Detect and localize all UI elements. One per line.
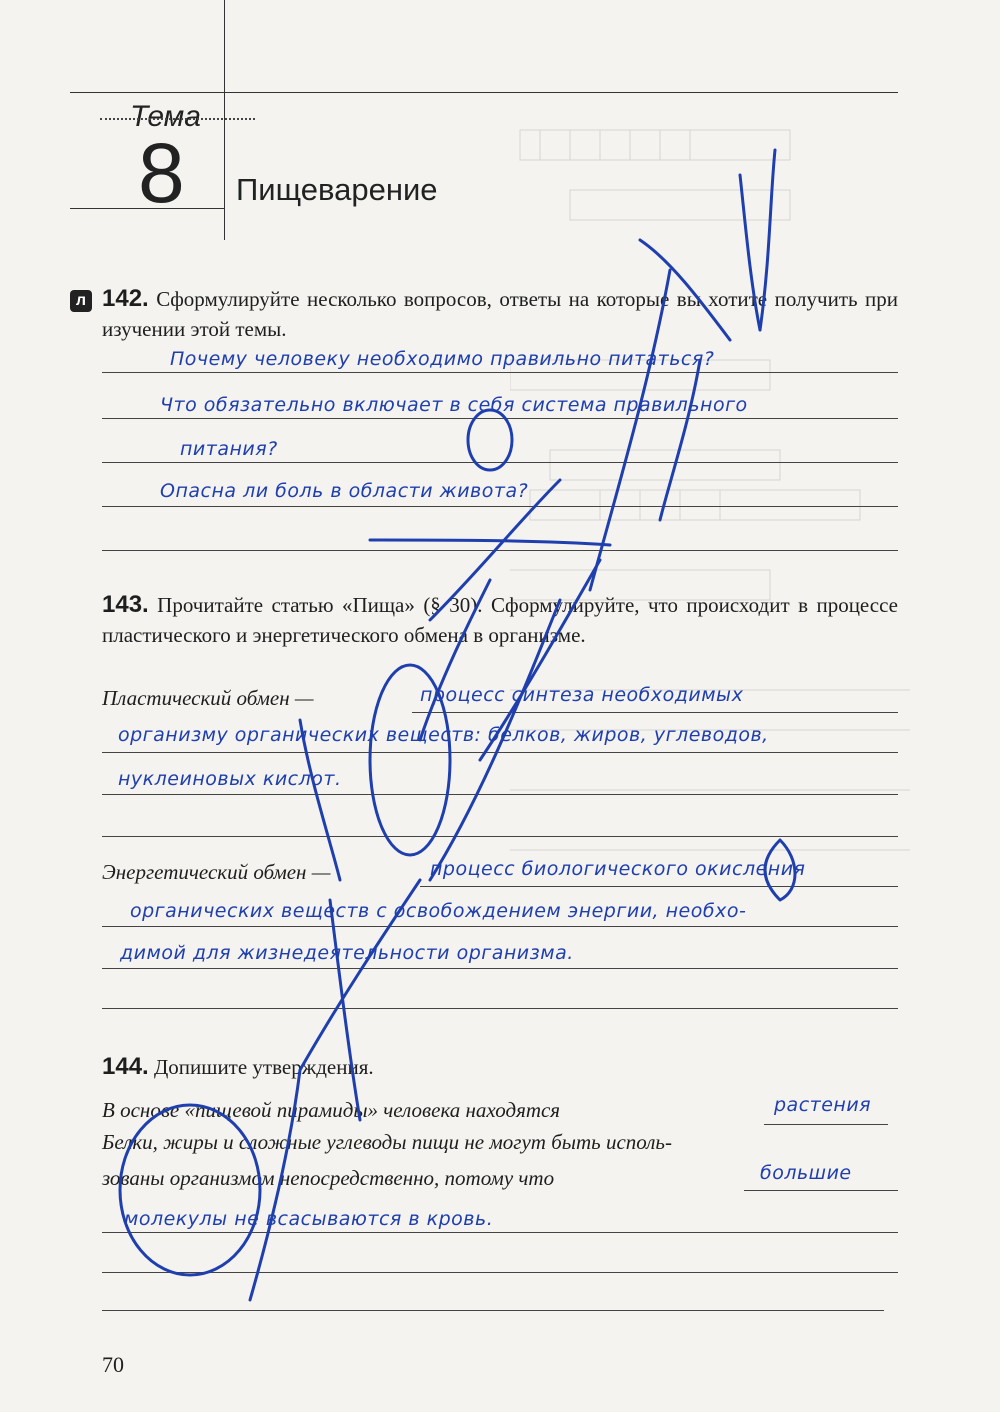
topic-label: Тема [130,100,201,133]
answer-line [102,1008,898,1009]
logic-task-badge: л [70,290,92,312]
answer-line [102,506,898,507]
energy-exchange-label: Энергетический обмен — [102,860,331,884]
handwritten-answer-142-2: Что обязательно включает в себя система правильного [160,394,748,416]
handwritten-answer-142-1: Почему человеку необходимо правильно питаться? [170,348,715,370]
handwritten-plastic-2: организму органических веществ: белков, жиров, углеводов, [118,724,769,746]
answer-line [102,1310,884,1311]
task-144-prompt [102,1052,898,1082]
header-top-rule [70,92,898,93]
answer-line [102,836,898,837]
page-number: 70 [102,1352,124,1377]
handwritten-plastic-1: процесс синтеза необходимых [420,684,744,706]
answer-line [764,1124,888,1125]
handwritten-energy-2: органических веществ с освобождением энергии, необхо- [130,900,747,922]
task-144-text: Допишите утверждения. [153,1055,374,1079]
topic-number: 8 [138,126,185,220]
answer-line [744,1190,898,1191]
plastic-exchange-label: Пластический обмен — [102,686,314,710]
answer-line [102,752,898,753]
handwritten-statement-2b: молекулы не всасываются в кровь. [124,1208,494,1230]
handwritten-energy-3: димой для жизнедеятельности организма. [120,942,574,964]
answer-line [102,1232,898,1233]
answer-line [102,550,898,551]
pen-stroke [370,540,610,545]
task-142-number: 142. [102,285,149,312]
answer-line [102,1272,898,1273]
task-143-prompt [102,590,898,650]
task-142-prompt [102,284,898,344]
task-143-text: Прочитайте статью «Пища» (§ 30). Сформулируйте, что происходит в процессе пластического и энергетического обмена в организме. [102,593,898,647]
answer-line [102,926,898,927]
task-144-number: 144. [102,1053,149,1080]
answer-line [102,372,898,373]
pen-stroke [660,360,700,520]
handwritten-statement-1: растения [774,1094,872,1116]
statement-1-text: В основе «пищевой пирамиды» человека находятся [102,1098,561,1122]
answer-line [102,462,898,463]
answer-line [102,968,898,969]
statement-2-line-2: зованы организмом непосредственно, потому что [102,1166,555,1190]
task-143-number: 143. [102,591,149,618]
handwritten-answer-142-3: питания? [180,438,278,460]
answer-line [412,712,898,713]
handwritten-statement-2a: большие [760,1162,852,1184]
handwritten-answer-142-4: Опасна ли боль в области живота? [160,480,529,502]
answer-line [420,886,898,887]
answer-line [102,794,898,795]
bleed-through-grid [510,90,910,990]
task-142-text: Сформулируйте несколько вопросов, ответы на которые вы хотите получить при изучении этой темы. [102,287,899,341]
topic-title: Пищеварение [236,172,438,207]
answer-line [102,418,898,419]
topic-dots-divider [100,118,255,120]
header-vertical-rule [224,0,225,240]
handwritten-plastic-3: нуклеиновых кислот. [118,768,342,790]
statement-2-line-1: Белки, жиры и сложные углеводы пищи не могут быть исполь- [102,1130,672,1154]
pen-circle [468,410,512,470]
handwritten-energy-1: процесс биологического окисления [430,858,806,880]
pen-stroke [330,900,360,1120]
